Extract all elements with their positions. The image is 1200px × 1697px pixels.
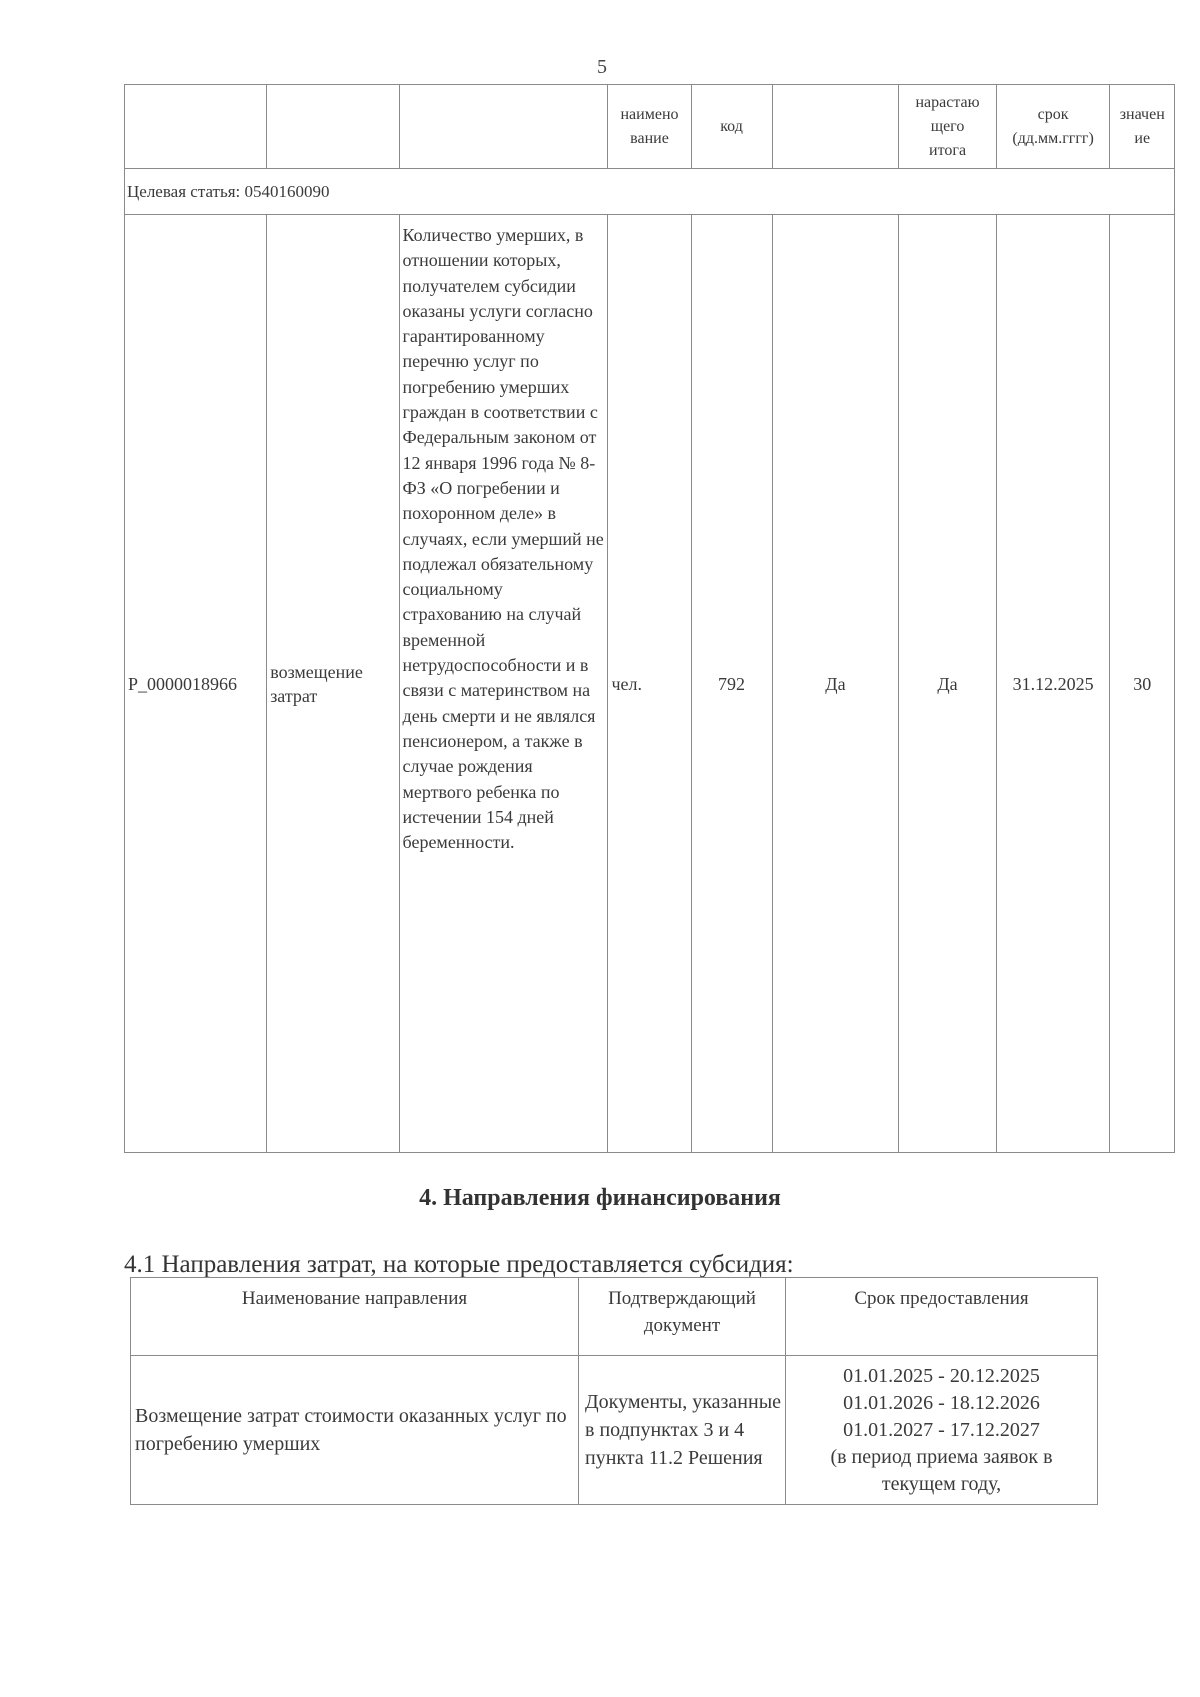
header-unit-name: наимено вание <box>608 85 691 169</box>
expense-directions-table <box>130 1277 1098 1505</box>
header-cell-2 <box>267 85 399 169</box>
header-value: значен ие <box>1110 85 1175 169</box>
indicator-deadline: 31.12.2025 <box>996 215 1110 1153</box>
header-cumulative: нарастаю щего итога <box>899 85 996 169</box>
subsection-title: 4.1 Направления затрат, на которые предоставляется субсидия: <box>124 1251 794 1278</box>
header-cell-1 <box>125 85 267 169</box>
direction-name: Возмещение затрат стоимости оказанных услуг по погребению умерших <box>131 1356 579 1505</box>
indicators-table <box>124 84 1175 1153</box>
header-deadline: срок (дд.мм.гггг) <box>996 85 1110 169</box>
header-cell-6 <box>772 85 899 169</box>
page-number: 5 <box>597 56 607 78</box>
term-line: 01.01.2026 - 18.12.2026 <box>843 1391 1040 1414</box>
indicators-header-row <box>125 85 1175 169</box>
indicator-flag-1: Да <box>772 215 899 1153</box>
term-line: 01.01.2027 - 17.12.2027 <box>843 1418 1040 1441</box>
provision-term <box>786 1356 1098 1505</box>
target-article: Целевая статья: 0540160090 <box>125 169 1175 215</box>
target-article-row <box>125 169 1175 215</box>
indicator-value: 30 <box>1110 215 1175 1153</box>
expense-header-row <box>131 1278 1098 1356</box>
expense-row <box>131 1356 1098 1505</box>
header-direction-name: Наименование направления <box>131 1278 579 1356</box>
section-title: 4. Направления финансирования <box>419 1185 781 1211</box>
indicator-flag-2: Да <box>899 215 996 1153</box>
indicator-unit: чел. <box>608 215 691 1153</box>
confirming-document: Документы, указанные в подпунктах 3 и 4 пункта 11.2 Решения <box>579 1356 786 1505</box>
indicator-row <box>125 215 1175 1153</box>
indicator-code: P_0000018966 <box>125 215 267 1153</box>
header-unit-code: код <box>691 85 772 169</box>
term-line: текущем году, <box>881 1472 1002 1495</box>
indicator-description: Количество умерших, в отношении которых, получателем субсидии оказаны услуги согласно гарантированному перечню услуг по погребению умерших граждан в соответствии с Федеральным законом от 12 января 1996 года № 8-ФЗ «О погребении и похоронном деле» в случаях, если умерший не подлежал обязательному социальному страхованию на случай временной нетрудоспособности и в связи с материнством на день смерти и не являлся пенсионером, а также в случае рождения мертвого ребенка по истечении 154 дней беременности. <box>399 215 608 1153</box>
indicator-type: возмещение затрат <box>267 215 399 1153</box>
header-cell-3 <box>399 85 608 169</box>
term-line: (в период приема заявок в <box>830 1445 1053 1468</box>
term-line: 01.01.2025 - 20.12.2025 <box>843 1364 1040 1387</box>
indicator-unit-code: 792 <box>691 215 772 1153</box>
header-confirming-document: Подтверждающий документ <box>579 1278 786 1356</box>
header-provision-term: Срок предоставления <box>786 1278 1098 1356</box>
